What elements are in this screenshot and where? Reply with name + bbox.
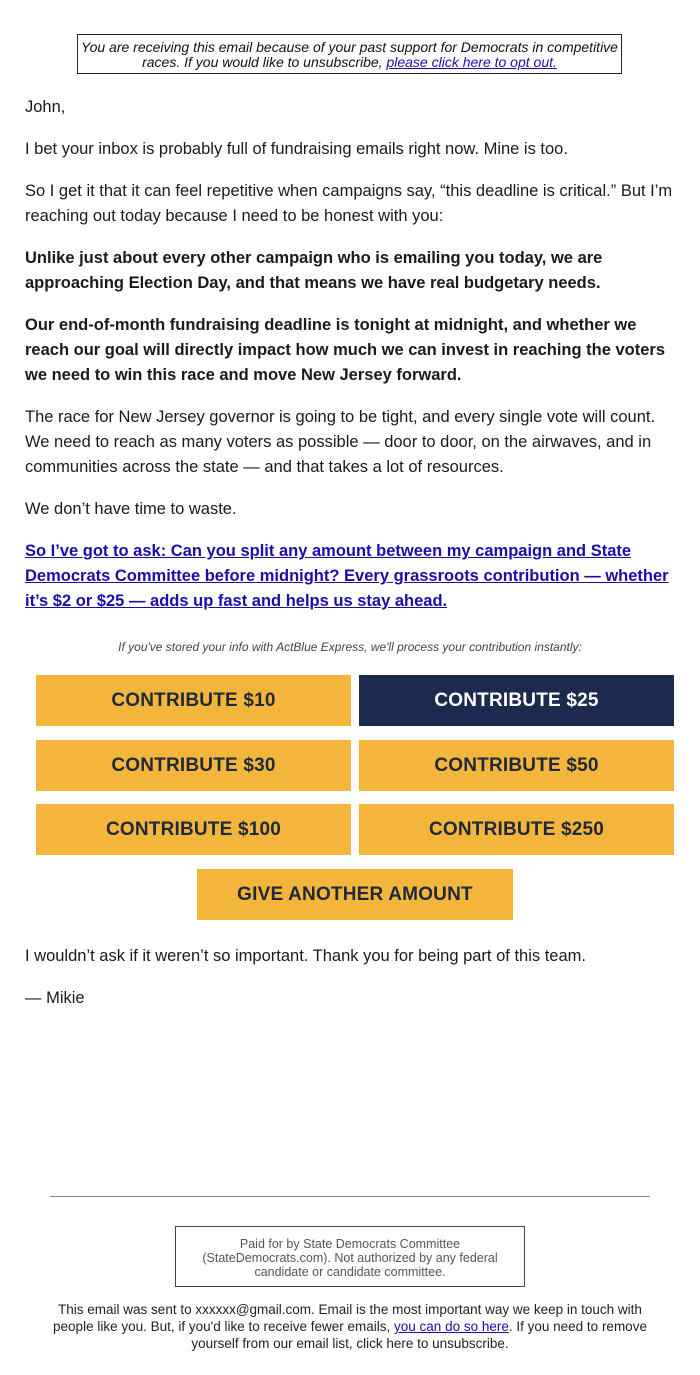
opt-out-link[interactable]: please click here to opt out. — [386, 54, 557, 70]
give-another-amount-button[interactable]: GIVE ANOTHER AMOUNT — [197, 869, 513, 920]
contribute-50-button[interactable]: CONTRIBUTE $50 — [359, 740, 674, 791]
fewer-emails-link[interactable]: you can do so here — [394, 1319, 509, 1334]
closing-line: I wouldn’t ask if it weren’t so important. Thank you for being part of this team. — [25, 947, 586, 965]
contribute-10-button[interactable]: CONTRIBUTE $10 — [36, 675, 351, 726]
email-body — [25, 95, 680, 631]
paid-for-box: Paid for by State Democrats Committee (StateDemocrats.com). Not authorized by any federal candidate or candidate committee. — [175, 1226, 525, 1287]
paragraph-repetitive: So I get it that it can feel repetitive when campaigns say, “this deadline is critical.” But I’m reaching out today because I need to be honest with you: — [25, 182, 673, 225]
contribute-30-button[interactable]: CONTRIBUTE $30 — [36, 740, 351, 791]
footer-text-1: This email was sent to xxxxxx@gmail.com. Email is the most important way we keep in touch with people like you. But, if you'd like to receive fewer emails, — [53, 1302, 642, 1334]
footer — [50, 1301, 650, 1352]
paragraph-election-day: Unlike just about every other campaign who is emailing you today, we are approaching Election Day, and that means we have real budgetary needs. — [25, 249, 603, 292]
paragraph-time: We don’t have time to waste. — [25, 500, 237, 518]
closing — [25, 944, 680, 1028]
paragraph-deadline: Our end-of-month fundraising deadline is tonight at midnight, and whether we reach our goal will directly impact how much we can invest in reaching the voters we need to win this race and move New Jersey forward. — [25, 316, 666, 384]
actblue-note: If you've stored your info with ActBlue Express, we'll process your contribution instantly: — [118, 640, 582, 654]
unsubscribe-notice — [77, 34, 622, 74]
footer-divider — [50, 1196, 650, 1197]
greeting: John, — [25, 98, 66, 116]
notice-text: You are receiving this email because of your past support for Democrats in competitive races. If you would like to unsubscribe, — [81, 39, 618, 70]
cta-link[interactable]: So I’ve got to ask: Can you split any amount between my campaign and State Democrats Committee before midnight? Every grassroots contribution — whether it’s $2 or $25 — adds up fast and helps us stay ahead. — [25, 542, 669, 610]
paragraph-inbox: I bet your inbox is probably full of fundraising emails right now. Mine is too. — [25, 140, 568, 158]
contribute-25-button[interactable]: CONTRIBUTE $25 — [359, 675, 674, 726]
contribute-250-button[interactable]: CONTRIBUTE $250 — [359, 804, 674, 855]
footer-text-2: . If you need to remove yourself from our email list, click here to unsubscribe. — [191, 1319, 647, 1351]
signoff: — Mikie — [25, 989, 85, 1007]
contribute-100-button[interactable]: CONTRIBUTE $100 — [36, 804, 351, 855]
paragraph-race: The race for New Jersey governor is going to be tight, and every single vote will count. We need to reach as many voters as possible — door to door, on the airwaves, and in communities across the state — and that takes a lot of resources. — [25, 408, 656, 476]
